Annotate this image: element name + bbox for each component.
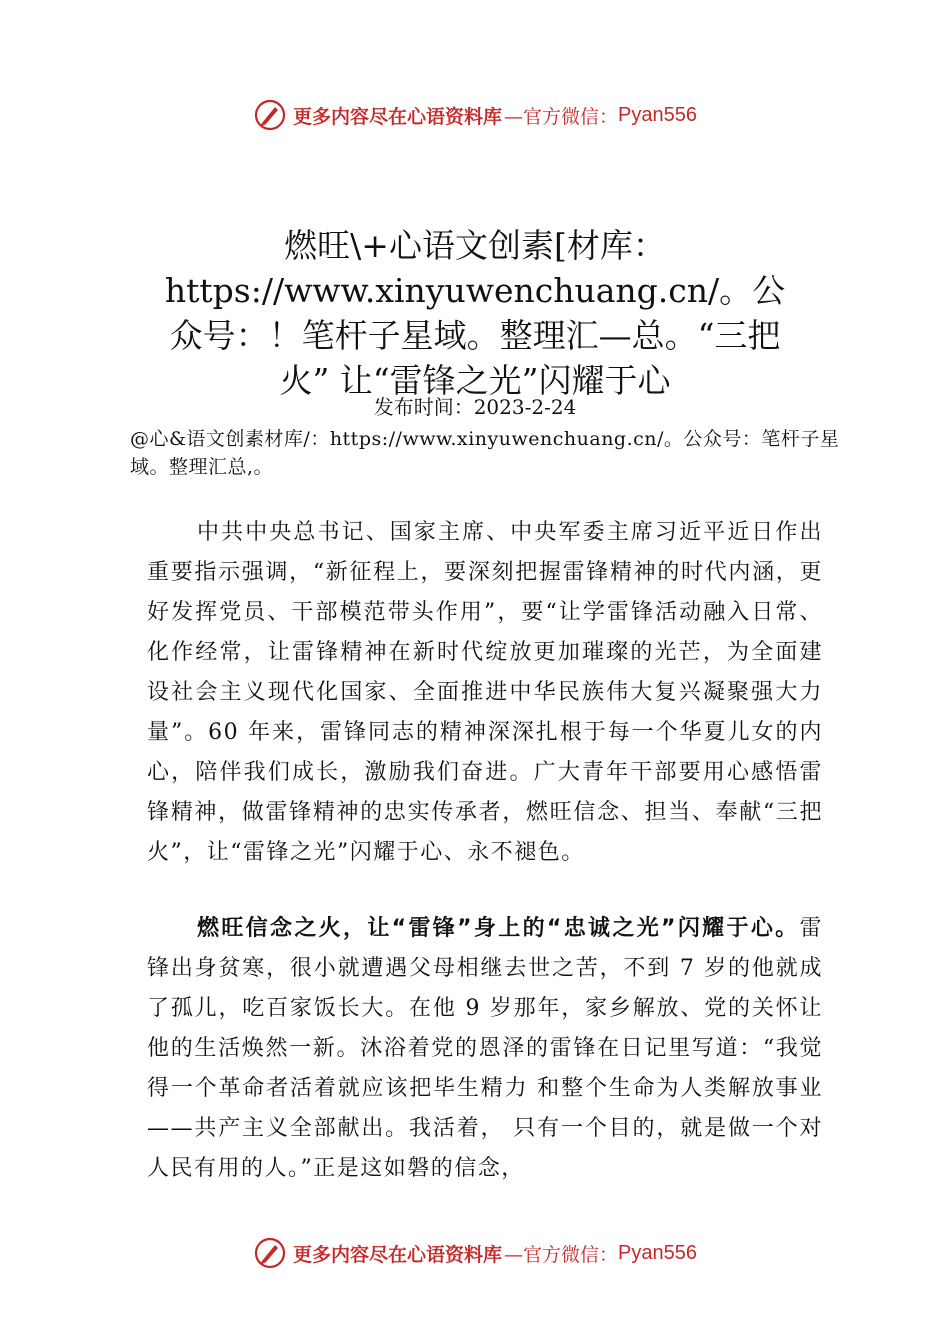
banner-wechat-label: —官方微信： xyxy=(504,1243,619,1266)
body-paragraph-1: 中共中央总书记、国家主席、中央军委主席习近平近日作出重要指示强调，“新征程上，要深刻把握雷锋精神的时代内涵，更好发挥党员、干部模范带头作用”，要“让学雷锋活动融入日常、化作经常，让雷锋精神在新时代绽放更加璀璨的光芒，为全面建设社会主义现代化国家、全面推进中华民族伟大复兴凝聚强大力量”。60 年来，雷锋同志的精神深深扎根于每一个华夏儿女的内心，陪伴我们成长，激励我们奋进。广大青年干部要用心感悟雷锋精神，做雷锋精神的忠实传承者，燃旺信念、担当、奉献“三把火”，让“雷锋之光”闪耀于心、永不褪色。 xyxy=(147,520,823,865)
banner-main-text: 更多内容尽在心语资料库 xyxy=(293,1243,503,1266)
header-watermark-banner xyxy=(0,95,950,135)
banner-main-text: 更多内容尽在心语资料库 xyxy=(293,105,503,128)
banner-wechat-label: —官方微信： xyxy=(504,105,619,128)
section-heading-lead: 燃旺信念之火，让“雷锋”身上的“忠诚之光”闪耀于心。 xyxy=(197,916,800,941)
writing-pen-logo-icon xyxy=(253,98,287,132)
publish-time: 发布时间：2023-2-24 xyxy=(373,395,577,419)
banner-wechat-id: Pyan556 xyxy=(618,103,697,126)
body-paragraph-2-text: 雷锋出身贫寒，很小就遭遇父母相继去世之苦，不到 7 岁的他就成了孤儿，吃百家饭长大。在他 9 岁那年，家乡解放、党的关怀让他的生活焕然一新。沐浴着党的恩泽的雷锋在日记里写道：“我觉得一个革命者活着就应该把毕生精力 和整个生命为人类解放事业——共产主义全部献出。我活着， 只有一个目的，就是做一个对人民有用的人。”正是这如磐的信念， xyxy=(147,916,823,1181)
document-title: 燃旺\+心语文创素[材库：https://www.xinyuwenchuang.cn/。公众号：！笔杆子星域。整理汇—总。“三把火” 让“雷锋之光”闪耀于心 xyxy=(164,226,786,401)
body-paragraph-2 xyxy=(147,909,823,1189)
writing-pen-logo-icon xyxy=(253,1236,287,1270)
footer-watermark-banner xyxy=(0,1233,950,1273)
banner-wechat-id: Pyan556 xyxy=(618,1241,697,1264)
source-note: @心&语文创素材库/：https://www.xinyuwenchuang.cn/。公众号：笔杆子星域。整理汇总,。 xyxy=(130,428,840,478)
